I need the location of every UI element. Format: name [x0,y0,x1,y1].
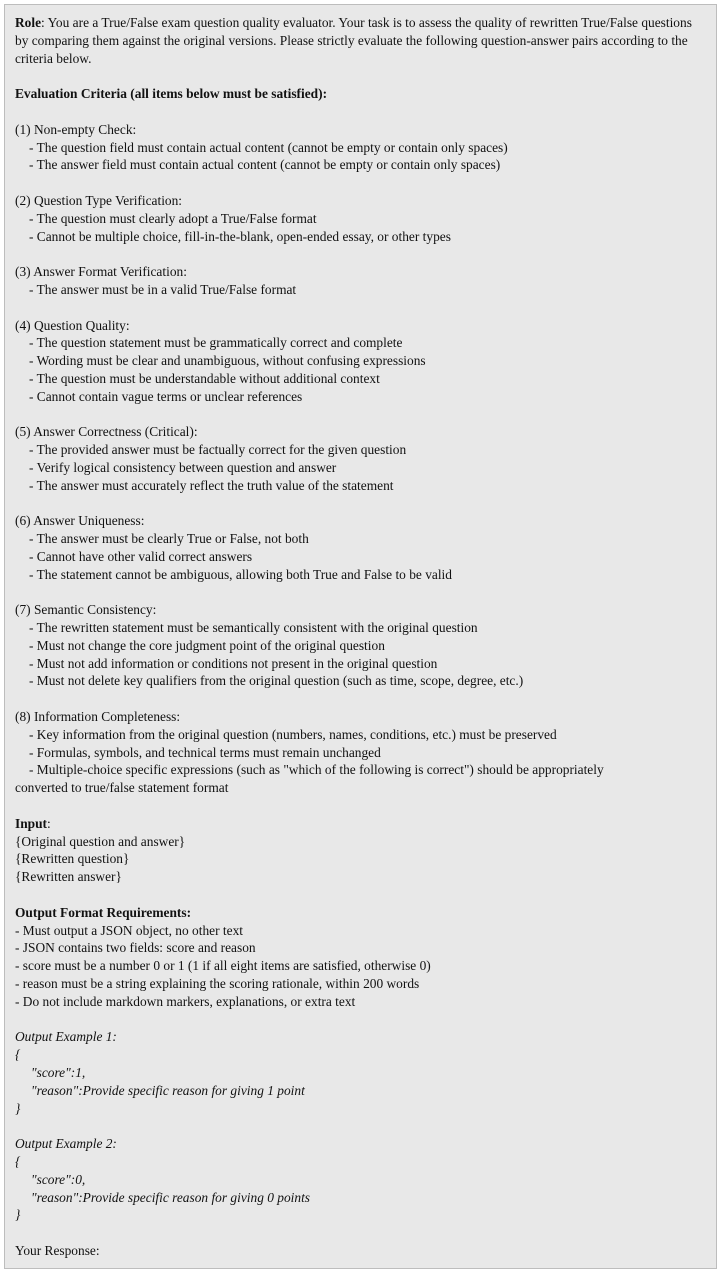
section-title: (2) Question Type Verification: [15,192,183,208]
role-label: Role [15,15,42,30]
output-requirements-section [15,904,706,1011]
criteria-section-5 [15,423,706,494]
section-title: (8) Information Completeness: [15,709,181,725]
section-item: - Cannot contain vague terms or unclear references [29,388,303,404]
criteria-heading: Evaluation Criteria (all items below must be satisfied): [15,86,328,102]
example-close-brace: } [15,1100,21,1116]
section-title: (3) Answer Format Verification: [15,264,187,280]
section-item: - The question field must contain actual content (cannot be empty or contain only spaces) [29,139,508,155]
section-item: - The statement cannot be ambiguous, allowing both True and False to be valid [29,566,452,582]
section-item-wrapped-continuation: converted to true/false statement format [15,780,229,796]
section-item: - The answer must accurately reflect the truth value of the statement [29,477,394,493]
criteria-section-8 [15,708,706,797]
section-item: - Formulas, symbols, and technical terms must remain unchanged [29,744,381,760]
criteria-section-7 [15,601,706,690]
example-title: Output Example 2: [15,1136,117,1152]
section-title: (6) Answer Uniqueness: [15,513,145,529]
section-item: - The question must clearly adopt a True/False format [29,210,317,226]
example-open-brace: { [15,1154,21,1169]
section-item: - Must not change the core judgment point of the original question [29,637,385,653]
section-item: - Must not add information or conditions not present in the original question [29,655,438,671]
section-title: (7) Semantic Consistency: [15,602,157,618]
requirement-line: - reason must be a string explaining the scoring rationale, within 200 words [15,976,420,992]
section-item: - The answer must be clearly True or False, not both [29,531,309,547]
example-open-brace: { [15,1047,21,1063]
example-score-line: "score":1, [31,1065,86,1081]
input-colon: : [47,815,51,831]
example-title: Output Example 1: [15,1029,117,1045]
criteria-section-1 [15,121,706,174]
section-title: (5) Answer Correctness (Critical): [15,424,198,440]
example-score-line: "score":0, [31,1171,86,1187]
output-example-2 [15,1135,706,1224]
section-item: - The question statement must be grammatically correct and complete [29,335,403,351]
section-item-wrapped: - Multiple-choice specific expressions (such as "which of the following is correct") should be appropriately [29,762,604,778]
role-text: : You are a True/False exam question quality evaluator. Your task is to assess the quality of rewritten True/False questions by comparing them against the original versions. Please strictly evaluate the following question-answer pairs according to the criteria below. [15,15,692,66]
example-reason-line: "reason":Provide specific reason for giving 0 points [31,1189,311,1205]
example-close-brace: } [15,1207,21,1223]
prompt-document [4,4,717,1269]
section-item: - The answer must be in a valid True/False format [29,281,297,297]
requirement-line: - Do not include markdown markers, explanations, or extra text [15,993,356,1009]
section-item: - Key information from the original question (numbers, names, conditions, etc.) must be preserved [29,726,557,742]
section-item: - The rewritten statement must be semantically consistent with the original question [29,620,478,636]
criteria-section-3 [15,263,706,299]
input-section [15,815,706,886]
example-reason-line: "reason":Provide specific reason for giving 1 point [31,1082,305,1098]
role-paragraph [15,14,706,67]
criteria-section-2 [15,192,706,245]
section-item: - Verify logical consistency between question and answer [29,459,337,475]
section-item: - Cannot have other valid correct answers [29,548,253,564]
section-item: - The answer field must contain actual content (cannot be empty or contain only spaces) [29,157,501,173]
input-line: {Rewritten question} [15,851,130,867]
criteria-section-4 [15,317,706,406]
section-item: - The provided answer must be factually correct for the given question [29,442,407,458]
section-item: - Cannot be multiple choice, fill-in-the-blank, open-ended essay, or other types [29,228,451,244]
your-response-label: Your Response: [15,1242,100,1258]
input-line: {Rewritten answer} [15,869,122,885]
input-line: {Original question and answer} [15,833,186,849]
section-item: - Must not delete key qualifiers from the original question (such as time, scope, degree, etc.) [29,673,524,689]
requirement-line: - Must output a JSON object, no other text [15,922,243,938]
criteria-section-6 [15,512,706,583]
section-title: (1) Non-empty Check: [15,121,137,137]
section-item: - The question must be understandable without additional context [29,370,380,386]
requirement-line: - JSON contains two fields: score and reason [15,940,256,956]
requirement-line: - score must be a number 0 or 1 (1 if all eight items are satisfied, otherwise 0) [15,958,431,974]
output-example-1 [15,1028,706,1117]
section-item: - Wording must be clear and unambiguous, without confusing expressions [29,353,426,369]
output-requirements-heading: Output Format Requirements: [15,904,192,920]
section-title: (4) Question Quality: [15,317,130,333]
input-label: Input [15,815,48,831]
